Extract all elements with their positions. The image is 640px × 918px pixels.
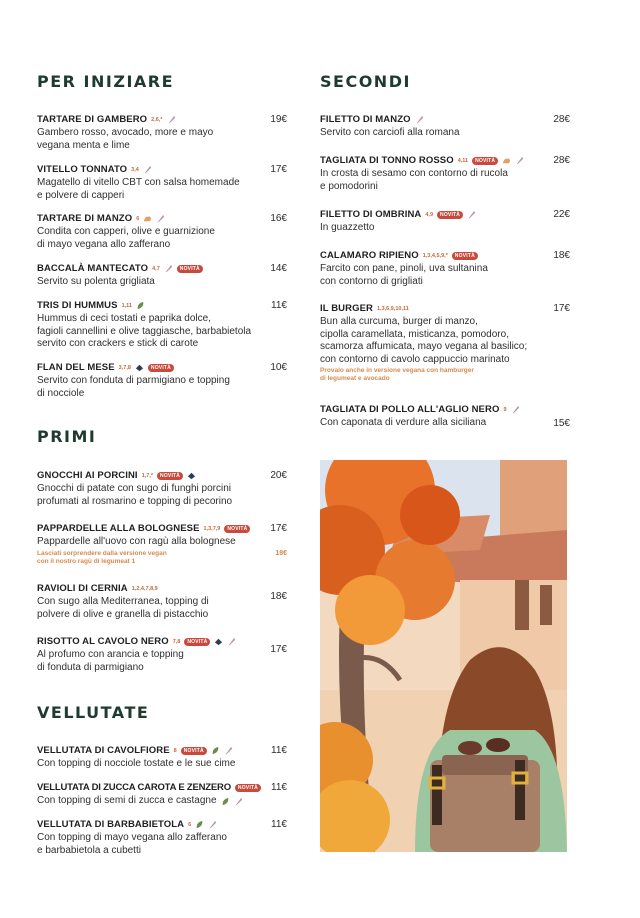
autumn-illustration xyxy=(320,460,567,852)
novita-badge: NOVITÀ xyxy=(181,747,207,755)
desc-line: Condita con capperi, olive e guarnizione xyxy=(37,226,215,237)
dish-name: VELLUTATA DI ZUCCA CAROTA E ZENZERO xyxy=(37,782,231,793)
dish-tris-hummus xyxy=(37,300,287,351)
desc-line: e barbabietola a cubetti xyxy=(37,844,141,856)
novita-badge: NOVITÀ xyxy=(437,211,463,219)
dish-description xyxy=(37,795,287,808)
desc-line: fagioli cannellini e olive taggiasche, barbabietola xyxy=(37,325,252,337)
section-title-vellutate: VELLUTATE xyxy=(37,703,150,722)
desc-line: Con caponata di verdure alla siciliana xyxy=(320,417,487,428)
vegan-note xyxy=(320,367,570,383)
illustration-svg xyxy=(320,460,567,852)
desc-line: Pappardelle all'uovo con ragù alla bolognese xyxy=(37,536,236,547)
leaf-icon xyxy=(195,820,204,829)
dish-name: RAVIOLI DI CERNIA xyxy=(37,583,128,594)
desc-line: In crosta di sesamo con contorno di rucola xyxy=(320,168,508,179)
dish-name: TAGLIATA DI POLLO ALL'AGLIO NERO xyxy=(320,404,500,415)
feather-icon xyxy=(224,746,233,755)
muscle-icon xyxy=(143,214,152,223)
dish-name: VELLUTATA DI CAVOLFIORE xyxy=(37,745,170,756)
feather-icon xyxy=(227,637,236,646)
desc-line: di fonduta di parmigiano xyxy=(37,661,144,673)
allergen-codes: 4,9 xyxy=(425,211,434,218)
dish-name: PAPPARDELLE ALLA BOLOGNESE xyxy=(37,523,200,534)
allergen-codes: 2,6,* xyxy=(151,116,163,123)
dish-price: 17€ xyxy=(270,164,287,175)
desc-line: Al profumo con arancia e topping xyxy=(37,649,184,660)
desc-line: In guazzetto xyxy=(320,222,375,233)
allergen-codes: 1,3,4,5,9,* xyxy=(422,252,448,259)
dish-price: 18€ xyxy=(553,250,570,261)
desc-line: Con topping di semi di zucca e castagne xyxy=(37,795,217,806)
dish-description xyxy=(320,222,570,235)
desc-line: Hummus di ceci tostati e paprika dolce, xyxy=(37,313,211,324)
dish-name: TARTARE DI MANZO xyxy=(37,213,133,224)
dish-tartare-gambero xyxy=(37,114,287,152)
dish-price: 17€ xyxy=(553,303,570,314)
dish-price: 10€ xyxy=(270,362,287,373)
dish-price: 28€ xyxy=(553,155,570,166)
dish-calamaro-ripieno xyxy=(320,250,570,288)
allergen-codes: 3,7,8 xyxy=(118,364,131,371)
novita-badge: NOVITÀ xyxy=(177,265,203,273)
dish-description xyxy=(37,313,287,351)
feather-icon xyxy=(208,820,217,829)
desc-line: di mayo vegana allo zafferano xyxy=(37,238,171,250)
dish-price: 19€ xyxy=(270,114,287,125)
section-title-per-iniziare: PER INIZIARE xyxy=(37,72,175,91)
desc-line: Farcito con pane, pinoli, uva sultanina xyxy=(320,263,488,274)
desc-line: vegana menta e lime xyxy=(37,139,130,151)
dish-vellutata-zucca xyxy=(37,782,287,808)
novita-badge: NOVITÀ xyxy=(452,252,478,260)
desc-line: Gnocchi di patate con sugo di funghi porcini xyxy=(37,483,232,494)
dish-gnocchi-porcini xyxy=(37,470,287,508)
allergen-codes: 9 xyxy=(503,406,507,413)
dish-price: 20€ xyxy=(270,470,287,481)
desc-line: scamorza affumicata, mayo vegana al basilico; xyxy=(320,341,528,352)
dish-price: 17€ xyxy=(270,523,287,534)
dish-baccala-mantecato xyxy=(37,263,287,289)
allergen-codes: 3,4 xyxy=(131,166,139,173)
bird-icon xyxy=(135,363,144,372)
desc-line: di nocciole xyxy=(37,387,85,399)
dish-description xyxy=(320,127,570,140)
novita-badge: NOVITÀ xyxy=(235,784,261,792)
allergen-codes: 4,7 xyxy=(152,265,160,272)
dish-description xyxy=(37,596,287,621)
novita-badge: NOVITÀ xyxy=(148,364,174,372)
desc-line: Gambero rosso, avocado, more e mayo xyxy=(37,127,214,138)
desc-line: Con sugo alla Mediterranea, topping di xyxy=(37,596,209,607)
dish-description xyxy=(37,276,287,289)
vegan-note xyxy=(37,550,287,566)
dish-vellutata-barbabietola xyxy=(37,819,287,857)
allergen-codes: 4,11 xyxy=(457,157,469,164)
feather-icon xyxy=(467,210,476,219)
dish-ravioli-cernia xyxy=(37,583,287,621)
dish-description xyxy=(37,758,287,771)
leaf-icon xyxy=(211,746,220,755)
feather-icon xyxy=(415,115,424,124)
dish-price: 11€ xyxy=(271,745,287,756)
dish-description xyxy=(37,649,287,674)
dish-name: TRIS DI HUMMUS xyxy=(37,300,118,311)
dish-description xyxy=(37,177,287,202)
allergen-codes: 7,8 xyxy=(172,638,181,645)
desc-line: servito con crackers e stick di carote xyxy=(37,338,199,349)
desc-line: Con topping di mayo vegana allo zafferano xyxy=(37,832,227,843)
novita-badge: NOVITÀ xyxy=(224,525,250,533)
feather-icon xyxy=(511,405,520,414)
dish-description xyxy=(320,417,570,430)
dish-tagliata-tonno xyxy=(320,155,570,193)
dish-pappardelle-bolognese xyxy=(37,523,287,566)
desc-line: Magatello di vitello CBT con salsa homemade xyxy=(37,177,240,188)
feather-icon xyxy=(234,797,243,806)
novita-badge: NOVITÀ xyxy=(472,157,498,165)
dish-flan-del-mese xyxy=(37,362,287,400)
desc-line: con contorno di grigliati xyxy=(320,275,423,287)
dish-price: 22€ xyxy=(553,209,570,220)
dish-name: CALAMARO RIPIENO xyxy=(320,250,419,261)
dish-name: IL BURGER xyxy=(320,303,373,314)
dish-description xyxy=(320,168,570,193)
allergen-codes: 1,11 xyxy=(121,302,132,309)
dish-tagliata-pollo xyxy=(320,404,570,430)
dish-price: 14€ xyxy=(270,263,287,274)
allergen-codes: 1,3,7,9 xyxy=(203,525,221,532)
dish-description xyxy=(37,375,287,400)
dish-price: 11€ xyxy=(271,782,287,793)
feather-icon xyxy=(167,115,176,124)
note-price: 18€ xyxy=(275,549,287,557)
dish-name: FILETTO DI OMBRINA xyxy=(320,209,422,220)
dish-description xyxy=(37,127,287,152)
dish-vellutata-cavolfiore xyxy=(37,745,287,771)
dish-vitello-tonnato xyxy=(37,164,287,202)
allergen-codes: 8 xyxy=(173,747,177,754)
desc-line: polvere di olive e granella di pistacchio xyxy=(37,608,209,620)
allergen-codes: 6 xyxy=(136,215,140,222)
desc-line: Bun alla curcuma, burger di manzo, xyxy=(320,316,478,327)
note-line: con il nostro ragù di legumeat 1 xyxy=(37,557,136,565)
feather-icon xyxy=(143,165,152,174)
dish-price: 28€ xyxy=(553,114,570,125)
dish-price: 16€ xyxy=(270,213,287,224)
leaf-icon xyxy=(136,301,145,310)
dish-name: FILETTO DI MANZO xyxy=(320,114,411,125)
allergen-codes: 1,3,6,9,10,11 xyxy=(376,305,409,312)
dish-price: 11€ xyxy=(271,819,287,830)
note-line: Lasciati sorprendere dalla versione vegan xyxy=(37,549,167,557)
feather-icon xyxy=(515,156,524,165)
note-line: Provalo anche in versione vegana con hamburger xyxy=(320,367,474,374)
allergen-codes: 1,2,4,7,8,9 xyxy=(131,585,158,592)
dish-name: VELLUTATA DI BARBABIETOLA xyxy=(37,819,185,830)
note-line: di legumeat e avocado xyxy=(320,375,390,382)
desc-line: e polvere di capperi xyxy=(37,189,125,201)
desc-line: Con topping di nocciole tostate e le sue cime xyxy=(37,758,236,769)
novita-badge: NOVITÀ xyxy=(157,472,183,480)
dish-name: BACCALÀ MANTECATO xyxy=(37,263,149,274)
dish-price: 15€ xyxy=(553,418,570,429)
dish-name: TAGLIATA DI TONNO ROSSO xyxy=(320,155,454,166)
section-title-primi: PRIMI xyxy=(37,427,97,446)
dish-description xyxy=(37,536,287,549)
dish-description xyxy=(320,316,570,366)
leaf-icon xyxy=(221,797,230,806)
desc-line: cipolla caramellata, misticanza, pomodoro, xyxy=(320,328,509,340)
desc-line: Servito su polenta grigliata xyxy=(37,276,155,287)
desc-line: e pomodorini xyxy=(320,180,378,192)
dish-filetto-ombrina xyxy=(320,209,570,235)
dish-filetto-manzo xyxy=(320,114,570,140)
novita-badge: NOVITÀ xyxy=(184,638,210,646)
dish-description xyxy=(37,483,287,508)
bird-icon xyxy=(187,471,196,480)
dish-price: 11€ xyxy=(271,300,287,311)
dish-risotto-cavolo-nero xyxy=(37,636,287,674)
desc-line: profumati al rosmarino e topping di pecorino xyxy=(37,495,233,507)
allergen-codes: 6 xyxy=(188,821,192,828)
desc-line: con contorno di cavolo cappuccio marinato xyxy=(320,353,510,365)
dish-price: 18€ xyxy=(270,591,287,602)
desc-line: Servito con carciofi alla romana xyxy=(320,127,460,138)
section-title-secondi: SECONDI xyxy=(320,72,411,91)
dish-description xyxy=(37,226,287,251)
dish-name: GNOCCHI AI PORCINI xyxy=(37,470,138,481)
dish-description xyxy=(37,832,287,857)
muscle-icon xyxy=(502,156,511,165)
allergen-codes: 1,7,* xyxy=(141,472,154,479)
dish-tartare-manzo xyxy=(37,213,287,251)
dish-name: FLAN DEL MESE xyxy=(37,362,115,373)
dish-price: 17€ xyxy=(270,644,287,655)
desc-line: Servito con fonduta di parmigiano e topping xyxy=(37,375,230,386)
dish-name: RISOTTO AL CAVOLO NERO xyxy=(37,636,169,647)
feather-icon xyxy=(156,214,165,223)
bird-icon xyxy=(214,637,223,646)
dish-name: VITELLO TONNATO xyxy=(37,164,128,175)
dish-name: TARTARE DI GAMBERO xyxy=(37,114,148,125)
feather-icon xyxy=(164,264,173,273)
dish-description xyxy=(320,263,570,288)
dish-il-burger xyxy=(320,303,570,383)
